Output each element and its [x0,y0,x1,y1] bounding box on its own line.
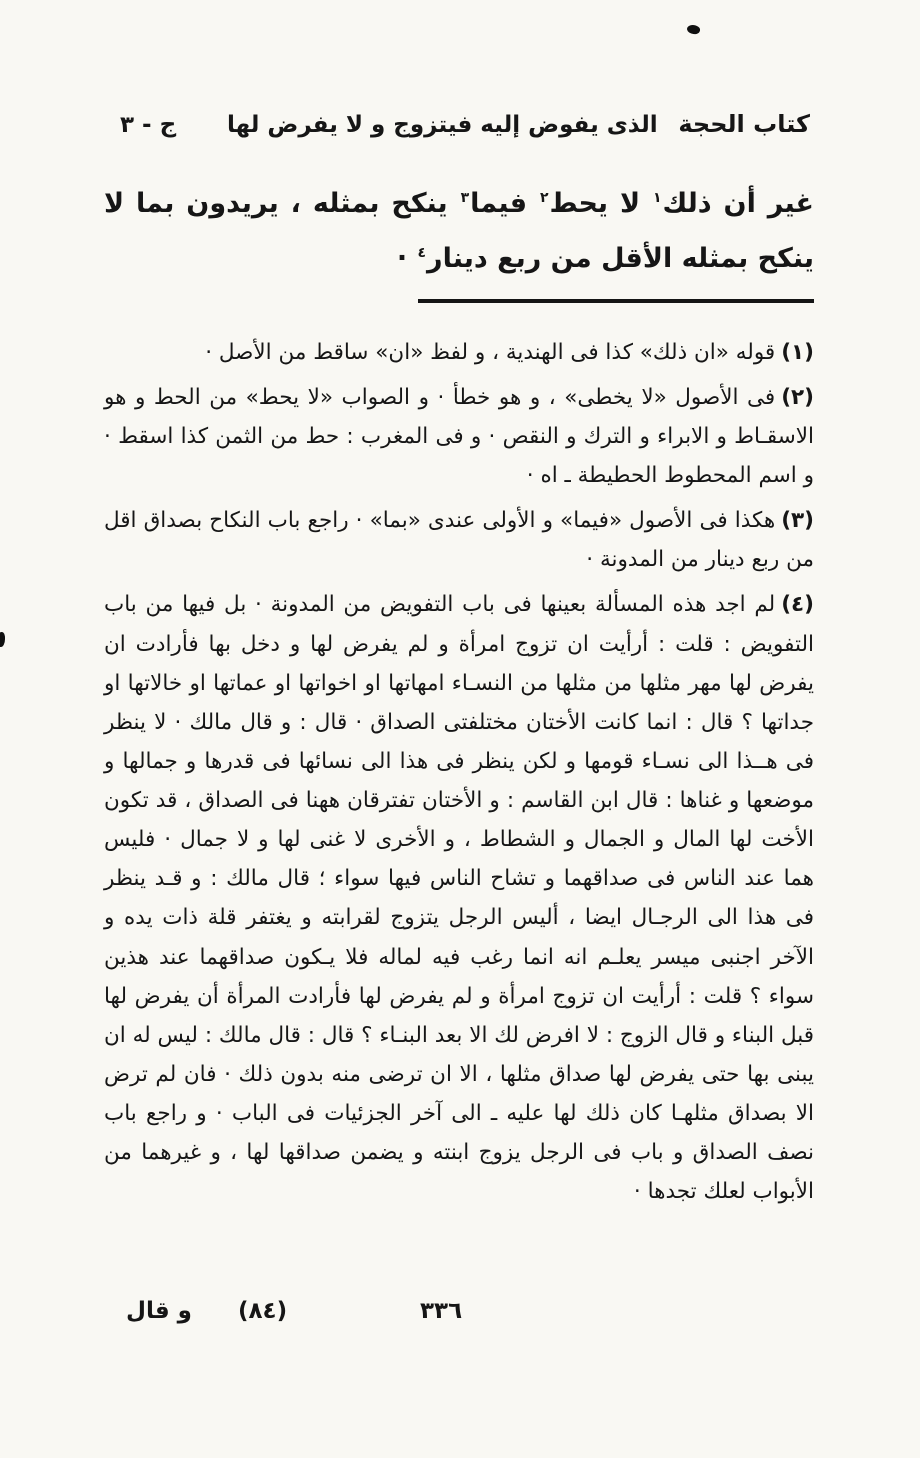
footnote-text: هكذا فى الأصول «فيما» و الأولى عندى «بما» · راجع باب النكاح بصداق اقل من ربع دينار من المدونة · [104,508,814,573]
book-title: كتاب الحجة [678,110,810,138]
footnote-2 [104,378,814,495]
page-number: ٣٣٦ [420,1298,463,1324]
footnote-ref-1: ١ [652,190,662,206]
catchword: و قال [126,1298,192,1324]
footnote-text: فى الأصول «لا يخطى» ، و هو خطأ · و الصواب «لا يحط» من الحط و هو الاسقـاط و الابراء و الترك و النقص · و فى المغرب : حط من الثمن كذا اسقط · و اسم المحطوط الحطيطة ـ اه · [104,384,814,489]
page-number-secondary: (٨٤) [238,1298,288,1324]
footnote-ref-2: ٢ [540,190,549,206]
volume-label: ج - ٣ [120,112,177,138]
main-text-segment: غير أن ذلك [662,188,815,219]
footnote-4 [104,585,814,1211]
main-text-segment: لا يحط [549,188,652,219]
footnote-1 [104,333,814,372]
main-text-segment: ينكح بمثله ، يريدون بما لا ينكح بمثله الأقل من ربع دينار [104,188,814,275]
main-text-segment: فيما [470,188,539,219]
footnote-text: قوله «ان ذلك» كذا فى الهندية ، و لفظ «ان» ساقط من الأصل · [205,339,776,365]
footnote-number: (٢) [781,384,814,410]
main-text [104,176,814,287]
page-footer [0,1298,920,1338]
footnote-3 [104,501,814,579]
footnote-ref-3: ٣ [460,190,470,206]
footnote-number: (١) [781,339,814,365]
footnotes-section [104,333,814,1212]
footnote-separator [418,299,814,303]
footnote-text: لم اجد هذه المسألة بعينها فى باب التفويض من المدونة · بل فيها من باب التفويض : قلت : أرأيت ان تزوج امرأة و لم يفرض لها و دخل بها فأرادت ان يفرض لها مهر مثلها من مثلها من النسـاء امهاتها او اخواتها او عماتها او خالاتها او جداتها ؟ قال : انما كانت الأختان مختلفتى الصداق · قال : و قال مالك · لا ينظر فى هــذا الى نسـاء قومها و لكن ينظر فى هذا الى نسائها فى قدرها و جمالها و موضعها و غناها : قال ابن القاسم : و الأختان تفترقان ههنا فى الصداق ، قد تكون الأخت لها المال و الجمال و الشطاط ، و الأخرى لا غنى لها و لا جمال · فليس هما عند الناس فى صداقهما و تشاح الناس فيها سواء ؛ قال مالك : و قـد ينظر فى هذا الى الرجـال ايضا ، أليس الرجل يتزوج لقرابته و يغتفر قلة ذات يده و الآخر اجنبى ميسر يعلـم انه انما رغب فيه لماله فلا يـكون صداقهما عند هذين سواء ؟ قلت : أرأيت ان تزوج امرأة و لم يفرض لها فأرادت المرأة أن يفرض لها قبل البناء و قال الزوج : لا افرض لك الا بعد البنـاء ؟ قال : قال مالك : ليس له ان يبنى بها حتى يفرض لها صداق مثلها ، الا ان ترضى منه بدون ذلك · فان لم ترض الا بصداق مثلهـا كان ذلك لها عليه ـ الى آخر الجزئيات فى الباب · و راجع باب نصف الصداق و باب فى الرجل يزوج ابنته و يضمن صداقها لها ، و غيرهما من الأبواب لعلك تجدها · [104,592,814,1205]
footnote-number: (٣) [781,508,814,534]
page-content [0,176,920,1211]
footnote-ref-4: ٤ [417,245,427,262]
main-text-segment: · [396,243,417,275]
chapter-title: الذى يفوض إليه فيتزوج و لا يفرض لها [226,112,658,138]
footnote-number: (٤) [781,592,814,618]
page-header [0,0,920,138]
